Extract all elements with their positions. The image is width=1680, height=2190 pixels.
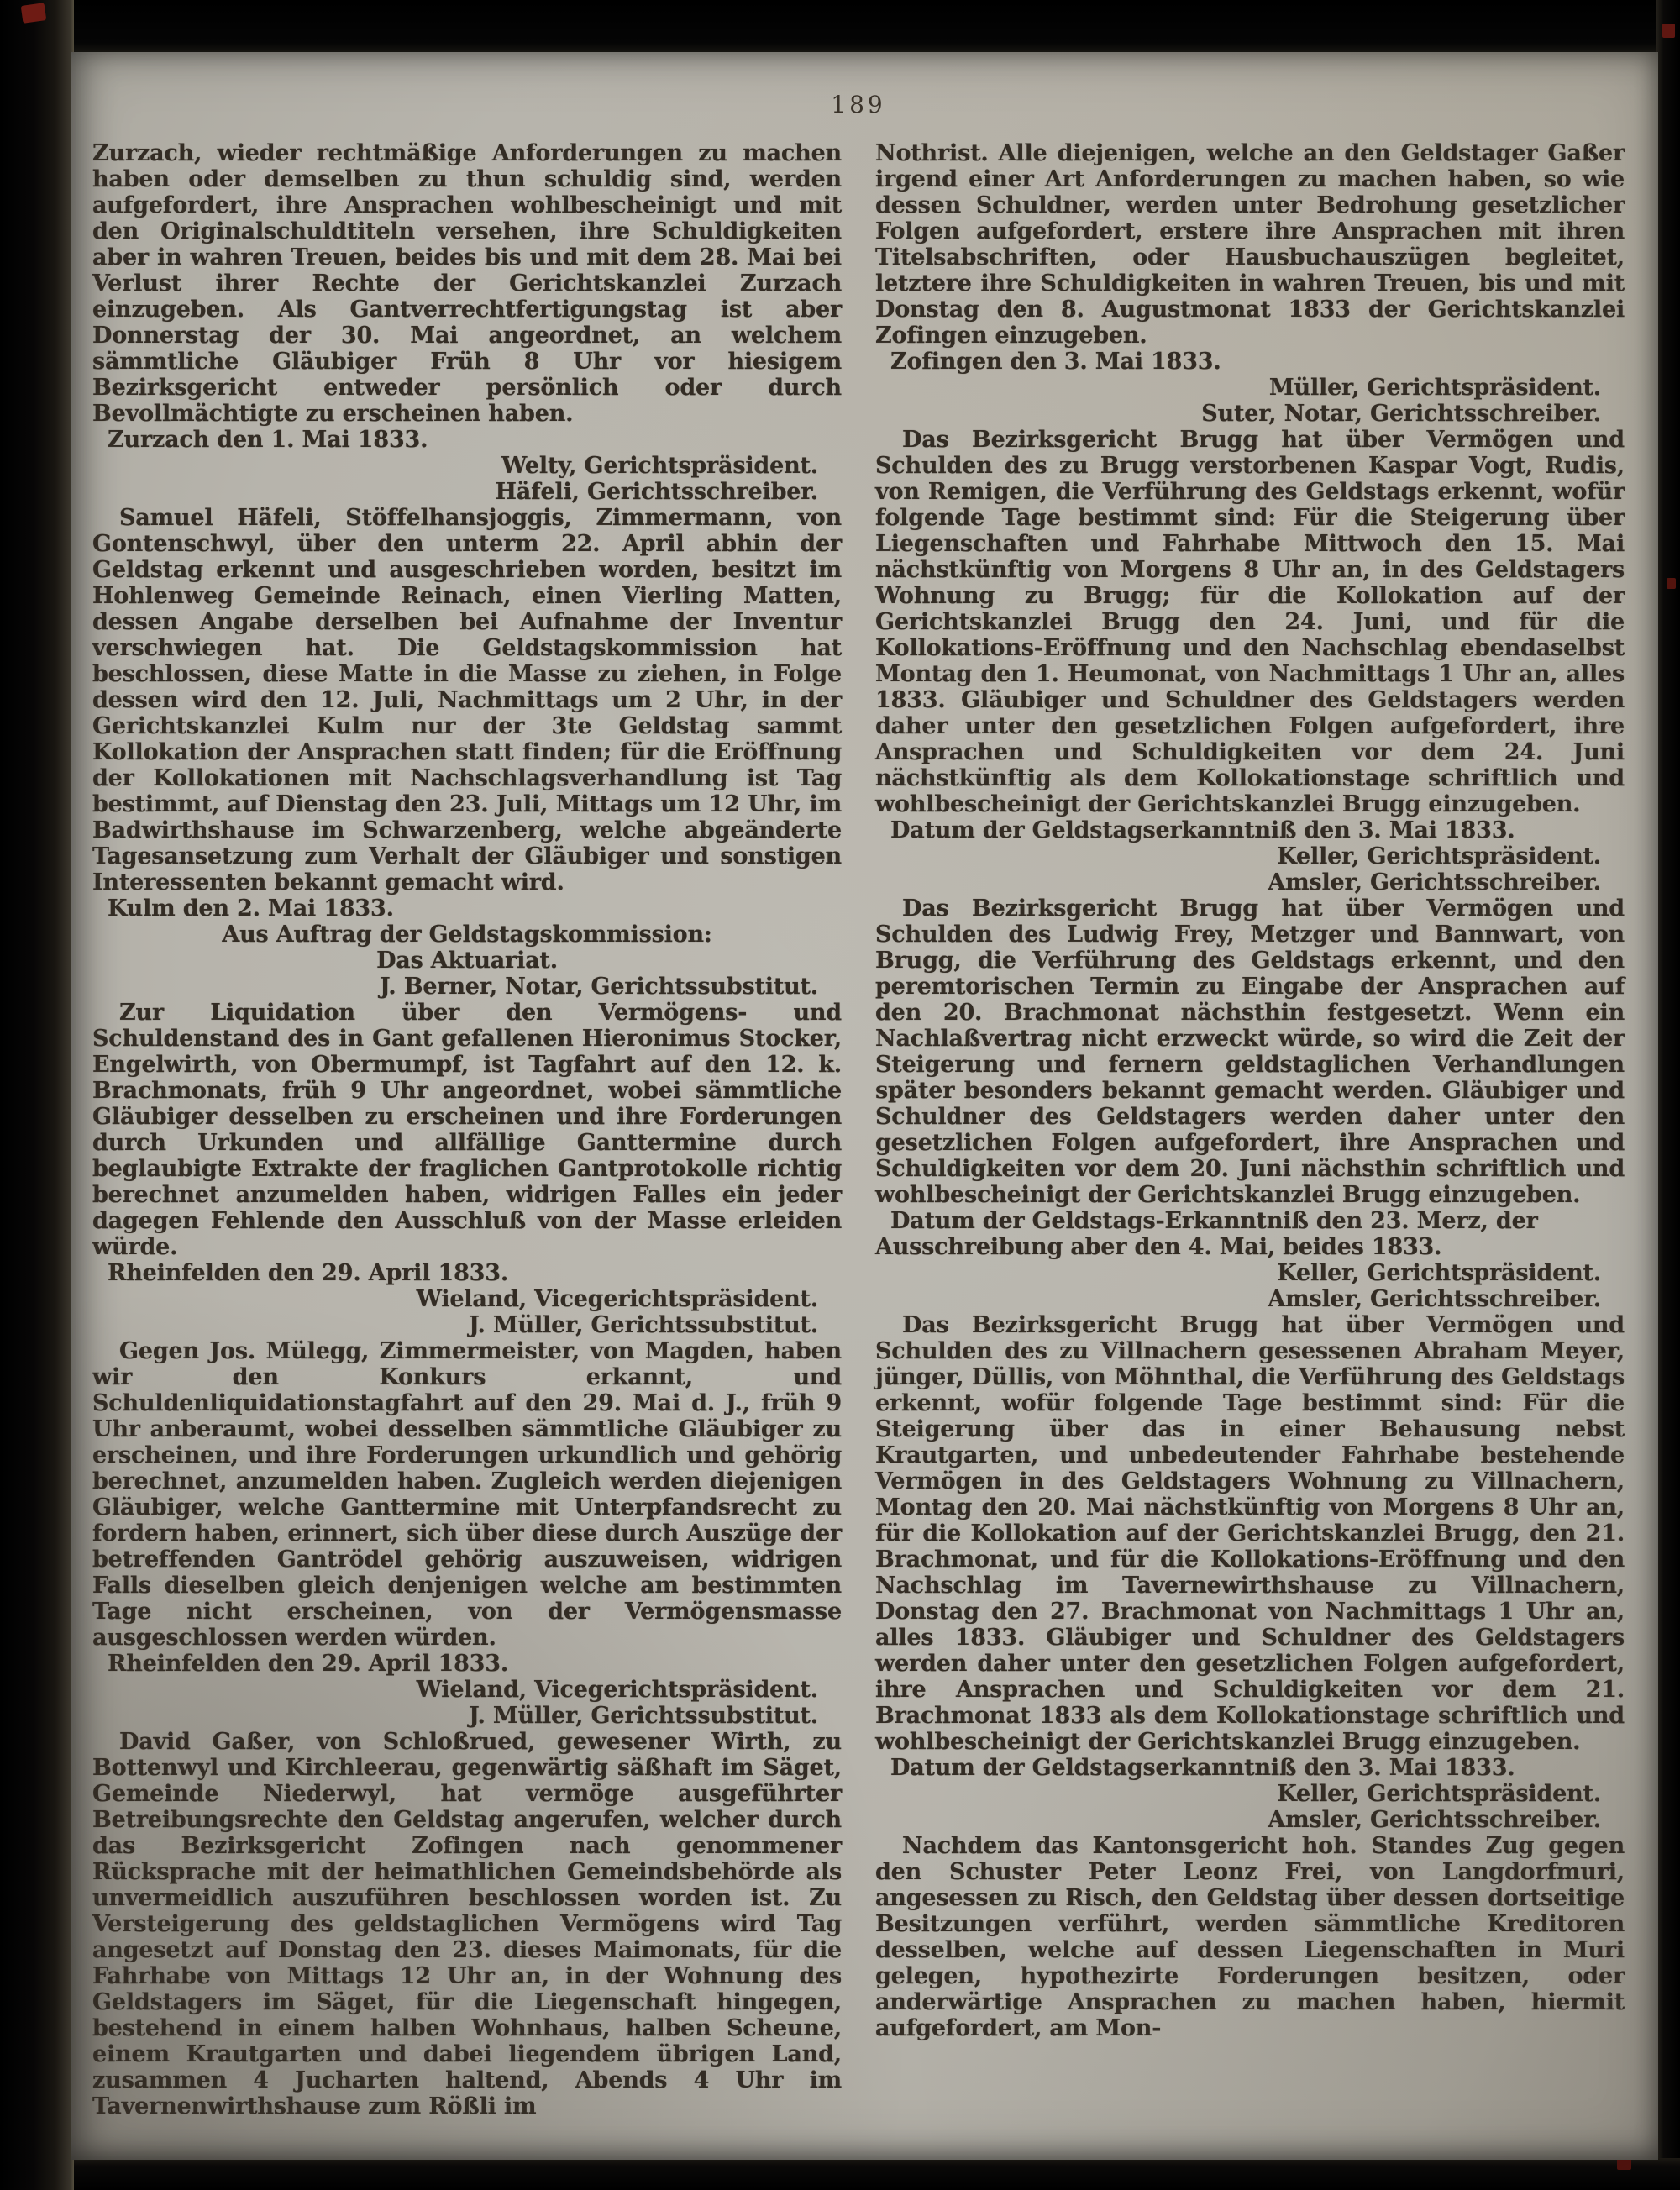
signature-line: Keller, Gerichtspräsident. <box>1277 843 1601 869</box>
signature-line: Wieland, Vicegerichtspräsident. <box>416 1677 818 1703</box>
dateline: Datum der Geldstagserkanntniß den 3. Mai 1833. <box>890 817 1515 843</box>
red-mark-right-edge <box>1667 578 1676 589</box>
left-column <box>92 140 842 2119</box>
signature-line: Amsler, Gerichtsschreiber. <box>1268 869 1601 895</box>
notice-paragraph: David Gaßer, von Schloßrued, gewesener Wirth, zu Bottenwyl und Kirchleerau, gegenwärtig säßhaft im Säget, Gemeinde Niederwyl, hat vermöge ausgeführter Betreibungsrechte den Geldstag angerufen, welcher durch das Bezirksgericht Zofingen nach genommener Rücksprache mit der heimathlichen Gemeindsbehörde als unvermeidlich auszuführen beschlossen worden ist. Zu Versteigerung des geldstaglichen Vermögens wird Tag angesetzt auf Donstag den 23. dieses Maimonats, für die Fahrhabe von Mittags 12 Uhr an, in der Wohnung des Geldstagers im Säget, für die Liegenschaft hingegen, bestehend in einem halben Wohnhaus, halben Scheune, einem Krautgarten und dabei liegendem übrigen Land, zusammen 4 Jucharten haltend, Abends 4 Uhr im Tavernenwirthshause zum Rößli im <box>92 1729 842 2119</box>
dateline: Datum der Geldstagserkanntniß den 3. Mai 1833. <box>890 1755 1515 1781</box>
signature-line: J. Berner, Notar, Gerichtssubstitut. <box>379 974 818 1000</box>
signature-line: Suter, Notar, Gerichtsschreiber. <box>1201 401 1601 427</box>
signature-line: Häfeli, Gerichtsschreiber. <box>495 479 818 505</box>
attribution-line: Aus Auftrag der Geldstagskommission: <box>222 922 712 948</box>
paper-page <box>71 52 1658 2160</box>
notice-paragraph: Gegen Jos. Mülegg, Zimmermeister, von Magden, haben wir den Konkurs erkannt, und Schuldenliquidationstagfahrt auf den 29. Mai d. J., früh 9 Uhr anberaumt, wobei desselben sämmtliche Gläubiger zu erscheinen, und ihre Forderungen urkundlich und gehörig berechnet, anzumelden haben. Zugleich werden diejenigen Gläubiger, welche Ganttermine mit Unterpfandsrecht zu fordern haben, erinnert, sich über diese durch Auszüge der betreffenden Gantrödel gehörig auszuweisen, widrigen Falls dieselben gleich denjenigen welche am bestimmten Tage nicht erscheinen, von der Vermögensmasse ausgeschlossen werden würden. <box>92 1338 842 1651</box>
page-content <box>84 91 1633 2138</box>
dateline: Rheinfelden den 29. April 1833. <box>108 1651 509 1677</box>
dateline: Datum der Geldstags-Erkanntniß den 23. Merz, der Ausschreibung aber den 4. Mai, beides 1833. <box>875 1208 1538 1260</box>
scan-border-top <box>0 0 1680 54</box>
book-gutter <box>0 0 74 2190</box>
attribution-line: Das Aktuariat. <box>376 948 558 974</box>
red-mark-top-right <box>1662 24 1675 38</box>
page-number: 189 <box>831 91 886 118</box>
signature-line: Amsler, Gerichtsschreiber. <box>1268 1286 1601 1312</box>
notice-paragraph: Samuel Häfeli, Stöffelhansjoggis, Zimmermann, von Gontenschwyl, über den unterm 22. April abhin der Geldstag erkennt und ausgeschrieben worden, besitzt im Hohlenweg Gemeinde Reinach, einen Vierling Matten, dessen Angabe derselben bei Aufnahme der Inventur verschwiegen hat. Die Geldstagskommission hat beschlossen, diese Matte in die Masse zu ziehen, in Folge dessen wird den 12. Juli, Nachmittags um 2 Uhr, in der Gerichtskanzlei Kulm nur der 3te Geldstag sammt Kollokation der Ansprachen statt finden; für die Eröffnung der Kollokationen mit Nachschlagsverhandlung ist Tag bestimmt, auf Dienstag den 23. Juli, Mittags um 12 Uhr, im Badwirthshause im Schwarzenberg, welche abgeänderte Tagesansetzung zum Verhalt der Gläubiger und sonstigen Interessenten bekannt gemacht wird. <box>92 505 842 895</box>
notice-paragraph-continued: Nothrist. Alle diejenigen, welche an den Geldstager Gaßer irgend einer Art Anforderungen zu machen haben, so wie dessen Schuldner, werden unter Bedrohung gesetzlicher Folgen aufgefordert, erstere ihre Ansprachen mit ihren Titelsabschriften, oder Hausbuchauszügen begleitet, letztere ihre Schuldigkeiten in wahren Treuen, bis und mit Donstag den 8. Augustmonat 1833 der Gerichtskanzlei Zofingen einzugeben. <box>875 140 1625 349</box>
signature-line: Müller, Gerichtspräsident. <box>1268 375 1601 401</box>
red-mark-bottom-right <box>1617 2158 1631 2170</box>
scan-border-bottom <box>0 2158 1680 2190</box>
notice-paragraph-continued: Zurzach, wieder rechtmäßige Anforderungen zu machen haben oder demselben zu thun schuldig sind, werden aufgefordert, ihre Ansprachen wohlbescheinigt und mit den Originalschuldtiteln versehen, ihre Schuldigkeiten aber in wahren Treuen, beides bis und mit dem 28. Mai bei Verlust ihrer Rechte der Gerichtskanzlei Zurzach einzugeben. Als Gantverrechtfertigungstag ist aber Donnerstag der 30. Mai angeordnet, an welchem sämmtliche Gläubiger Früh 8 Uhr vor hiesigem Bezirksgericht entweder persönlich oder durch Bevollmächtigte zu erscheinen haben. <box>92 140 842 427</box>
red-mark-top-left <box>21 3 47 24</box>
notice-paragraph: Das Bezirksgericht Brugg hat über Vermögen und Schulden des zu Villnachern gesessenen Abraham Meyer, jünger, Düllis, von Möhnthal, die Verführung des Geldstags erkennt, wofür folgende Tage bestimmt sind: Für die Steigerung über das in einer Behausung nebst Krautgarten, und unbedeutender Fahrhabe bestehende Vermögen in des Geldstagers Wohnung zu Villnachern, Montag den 20. Mai nächstkünftig von Morgens 8 Uhr an, für die Kollokation auf der Gerichtskanzlei Brugg, den 21. Brachmonat, und für die Kollokations-Eröffnung und den Nachschlag im Tavernewirthshause zu Villnachern, Donstag den 27. Brachmonat von Nachmittags 1 Uhr an, alles 1833. Gläubiger und Schuldner des Geldstagers werden daher unter den gesetzlichen Folgen aufgefordert, ihre Ansprachen und Schuldigkeiten vor dem 21. Brachmonat 1833 als dem Kollokationstage schriftlich und wohlbescheinigt der Gerichtskanzlei Brugg einzugeben. <box>875 1312 1625 1755</box>
notice-paragraph: Das Bezirksgericht Brugg hat über Vermögen und Schulden des Ludwig Frey, Metzger und Bannwart, von Brugg, die Verführung des Geldstags erkennt, und den peremtorischen Termin zu Eingabe der Ansprachen auf den 20. Brachmonat nächsthin festgesetzt. Wenn ein Nachlaßvertrag nicht erzweckt würde, so wird die Zeit der Steigerung und fernern geldstaglichen Verhandlungen später besonders bekannt gemacht werden. Gläubiger und Schuldner des Geldstagers werden daher unter den gesetzlichen Folgen aufgefordert, ihre Ansprachen und Schuldigkeiten vor dem 20. Juni nächsthin schriftlich und wohlbescheinigt der Gerichtskanzlei Brugg einzugeben. <box>875 895 1625 1208</box>
notice-paragraph: Das Bezirksgericht Brugg hat über Vermögen und Schulden des zu Brugg verstorbenen Kaspar Vogt, Rudis, von Remigen, die Verführung des Geldstags erkennt, wofür folgende Tage bestimmt sind: Für die Steigerung über Liegenschaften und Fahrhabe Mittwoch den 15. Mai nächstkünftig von Morgens 8 Uhr an, in des Geldstagers Wohnung zu Brugg; für die Kollokation auf der Gerichtskanzlei Brugg den 24. Juni, und für die Kollokations-Eröffnung und den Nachschlag ebendaselbst Montag den 1. Heumonat, von Nachmittags 1 Uhr an, alles 1833. Gläubiger und Schuldner des Geldstagers werden daher unter den gesetzlichen Folgen aufgefordert, ihre Ansprachen und Schuldigkeiten vor dem 24. Juni nächstkünftig als dem Kollokationstage schriftlich und wohlbescheinigt der Gerichtskanzlei Brugg einzugeben. <box>875 427 1625 817</box>
signature-line: Wieland, Vicegerichtspräsident. <box>416 1286 818 1312</box>
dateline: Zurzach den 1. Mai 1833. <box>108 427 428 453</box>
signature-line: Keller, Gerichtspräsident. <box>1277 1781 1601 1807</box>
signature-line: J. Müller, Gerichtssubstitut. <box>468 1703 818 1729</box>
dateline: Zofingen den 3. Mai 1833. <box>890 349 1221 375</box>
signature-line: J. Müller, Gerichtssubstitut. <box>468 1312 818 1338</box>
signature-line: Amsler, Gerichtsschreiber. <box>1268 1807 1601 1833</box>
scan-border-right <box>1656 0 1680 2190</box>
notice-paragraph: Nachdem das Kantonsgericht hoh. Standes Zug gegen den Schuster Peter Leonz Frei, von Langdorfmuri, angesessen zu Risch, den Geldstag über dessen dortseitige Besitzungen verführt, werden sämmtliche Kreditoren desselben, welche auf dessen Liegenschaften in Muri gelegen, hypothezirte Forderungen besitzen, oder anderwärtige Ansprachen zu machen haben, hiermit aufgefordert, am Mon- <box>875 1833 1625 2041</box>
dateline: Rheinfelden den 29. April 1833. <box>108 1260 509 1286</box>
signature-line: Keller, Gerichtspräsident. <box>1277 1260 1601 1286</box>
text-columns <box>84 140 1633 2119</box>
right-column <box>875 140 1625 2119</box>
notice-paragraph: Zur Liquidation über den Vermögens- und Schuldenstand des in Gant gefallenen Hieronimus Stocker, Engelwirth, von Obermumpf, ist Tagfahrt auf den 12. k. Brachmonats, früh 9 Uhr angeordnet, wobei sämmtliche Gläubiger desselben zu erscheinen und ihre Forderungen durch Urkunden und allfällige Ganttermine durch beglaubigte Extrakte der fraglichen Gantprotokolle richtig berechnet anzumelden haben, widrigen Falles ein jeder dagegen Fehlende den Ausschluß von der Masse erleiden würde. <box>92 1000 842 1260</box>
signature-line: Welty, Gerichtspräsident. <box>501 453 818 479</box>
dateline: Kulm den 2. Mai 1833. <box>108 895 394 922</box>
